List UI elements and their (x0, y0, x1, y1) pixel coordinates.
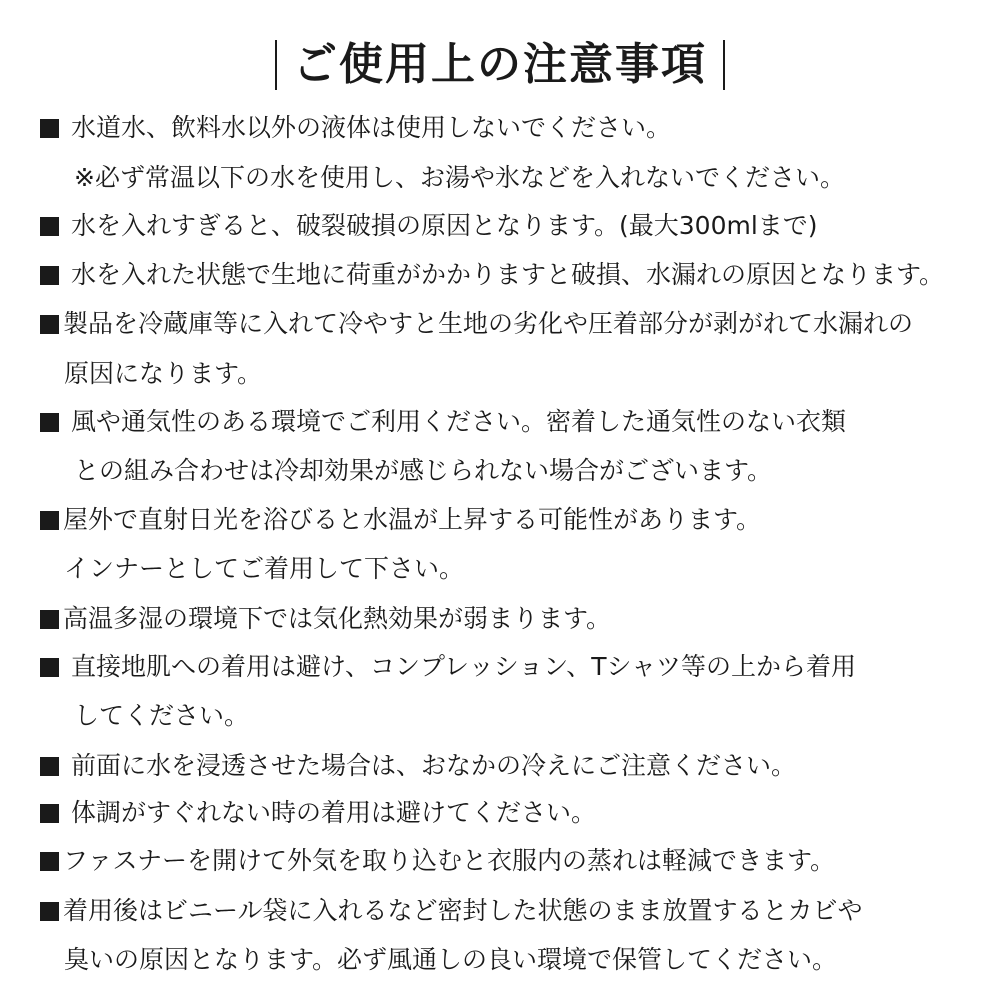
notice-10-text: 体調がすぐれない時の着用は避けてください。 (71, 798, 597, 827)
notice-9 (40, 750, 965, 782)
notice-8-text-2: してください。 (74, 701, 250, 730)
notice-10 (40, 797, 965, 829)
notice-1 (40, 112, 965, 144)
notice-3 (40, 259, 965, 291)
notice-2-text: 水を入れすぎると、破裂破損の原因となります。(最大300mlまで) (71, 211, 818, 240)
notice-5-continuation (40, 455, 999, 487)
notice-12-text: 着用後はビニール袋に入れるなど密封した状態のまま放置するとカビや (63, 896, 863, 925)
notice-7 (40, 603, 965, 635)
notice-4-text: 製品を冷蔵庫等に入れて冷やすと生地の劣化や圧着部分が剥がれて水漏れの (63, 309, 914, 338)
notice-11-text: ファスナーを開けて外気を取り込むと衣服内の蒸れは軽減できます。 (63, 846, 836, 875)
notice-8-text: 直接地肌への着用は避け、コンプレッション、Tシャツ等の上から着用 (71, 652, 857, 681)
notice-8 (40, 651, 965, 683)
notice-11 (40, 845, 965, 877)
bullet-square-icon (40, 217, 59, 236)
bullet-square-icon (40, 119, 59, 138)
notice-1-continuation (40, 162, 999, 194)
title-text: ご使用上の注意事項 (293, 39, 707, 90)
notice-6-text: 屋外で直射日光を浴びると水温が上昇する可能性があります。 (63, 505, 762, 534)
notice-4-text-2: 原因になります。 (64, 359, 263, 388)
bullet-square-icon (40, 266, 59, 285)
bullet-square-icon (40, 902, 59, 921)
bullet-square-icon (40, 658, 59, 677)
bullet-square-icon (40, 315, 59, 334)
notice-4 (40, 308, 965, 340)
notice-1-text-2: ※必ず常温以下の水を使用し、お湯や氷などを入れないでください。 (74, 163, 845, 192)
notice-12 (40, 895, 965, 927)
notice-7-text: 高温多湿の環境下では気化熱効果が弱まります。 (63, 604, 612, 633)
notice-12-continuation (40, 944, 989, 976)
bullet-square-icon (40, 511, 59, 530)
bullet-square-icon (40, 852, 59, 871)
notice-5-text-2: との組み合わせは冷却効果が感じられない場合がございます。 (74, 456, 773, 485)
notice-12-text-2: 臭いの原因となります。必ず風通しの良い環境で保管してください。 (64, 945, 838, 974)
notice-6 (40, 504, 965, 536)
notice-3-text: 水を入れた状態で生地に荷重がかかりますと破損、水漏れの原因となります。 (71, 260, 945, 289)
bullet-square-icon (40, 610, 59, 629)
bullet-square-icon (40, 804, 59, 823)
notice-4-continuation (40, 358, 989, 390)
title-left-bar (275, 40, 277, 90)
notice-9-text: 前面に水を浸透させた場合は、おなかの冷えにご注意ください。 (71, 751, 797, 780)
notice-8-continuation (40, 700, 999, 732)
page-title (0, 30, 1000, 100)
bullet-square-icon (40, 413, 59, 432)
notice-6-continuation (40, 553, 989, 585)
notice-6-text-2: インナーとしてご着用して下さい。 (64, 554, 465, 583)
title-right-bar (723, 40, 725, 90)
notice-5-text: 風や通気性のある環境でご利用ください。密着した通気性のない衣類 (71, 407, 847, 436)
notice-1-text: 水道水、飲料水以外の液体は使用しないでください。 (71, 113, 672, 142)
bullet-square-icon (40, 757, 59, 776)
notice-2 (40, 210, 965, 242)
notice-5 (40, 406, 965, 438)
